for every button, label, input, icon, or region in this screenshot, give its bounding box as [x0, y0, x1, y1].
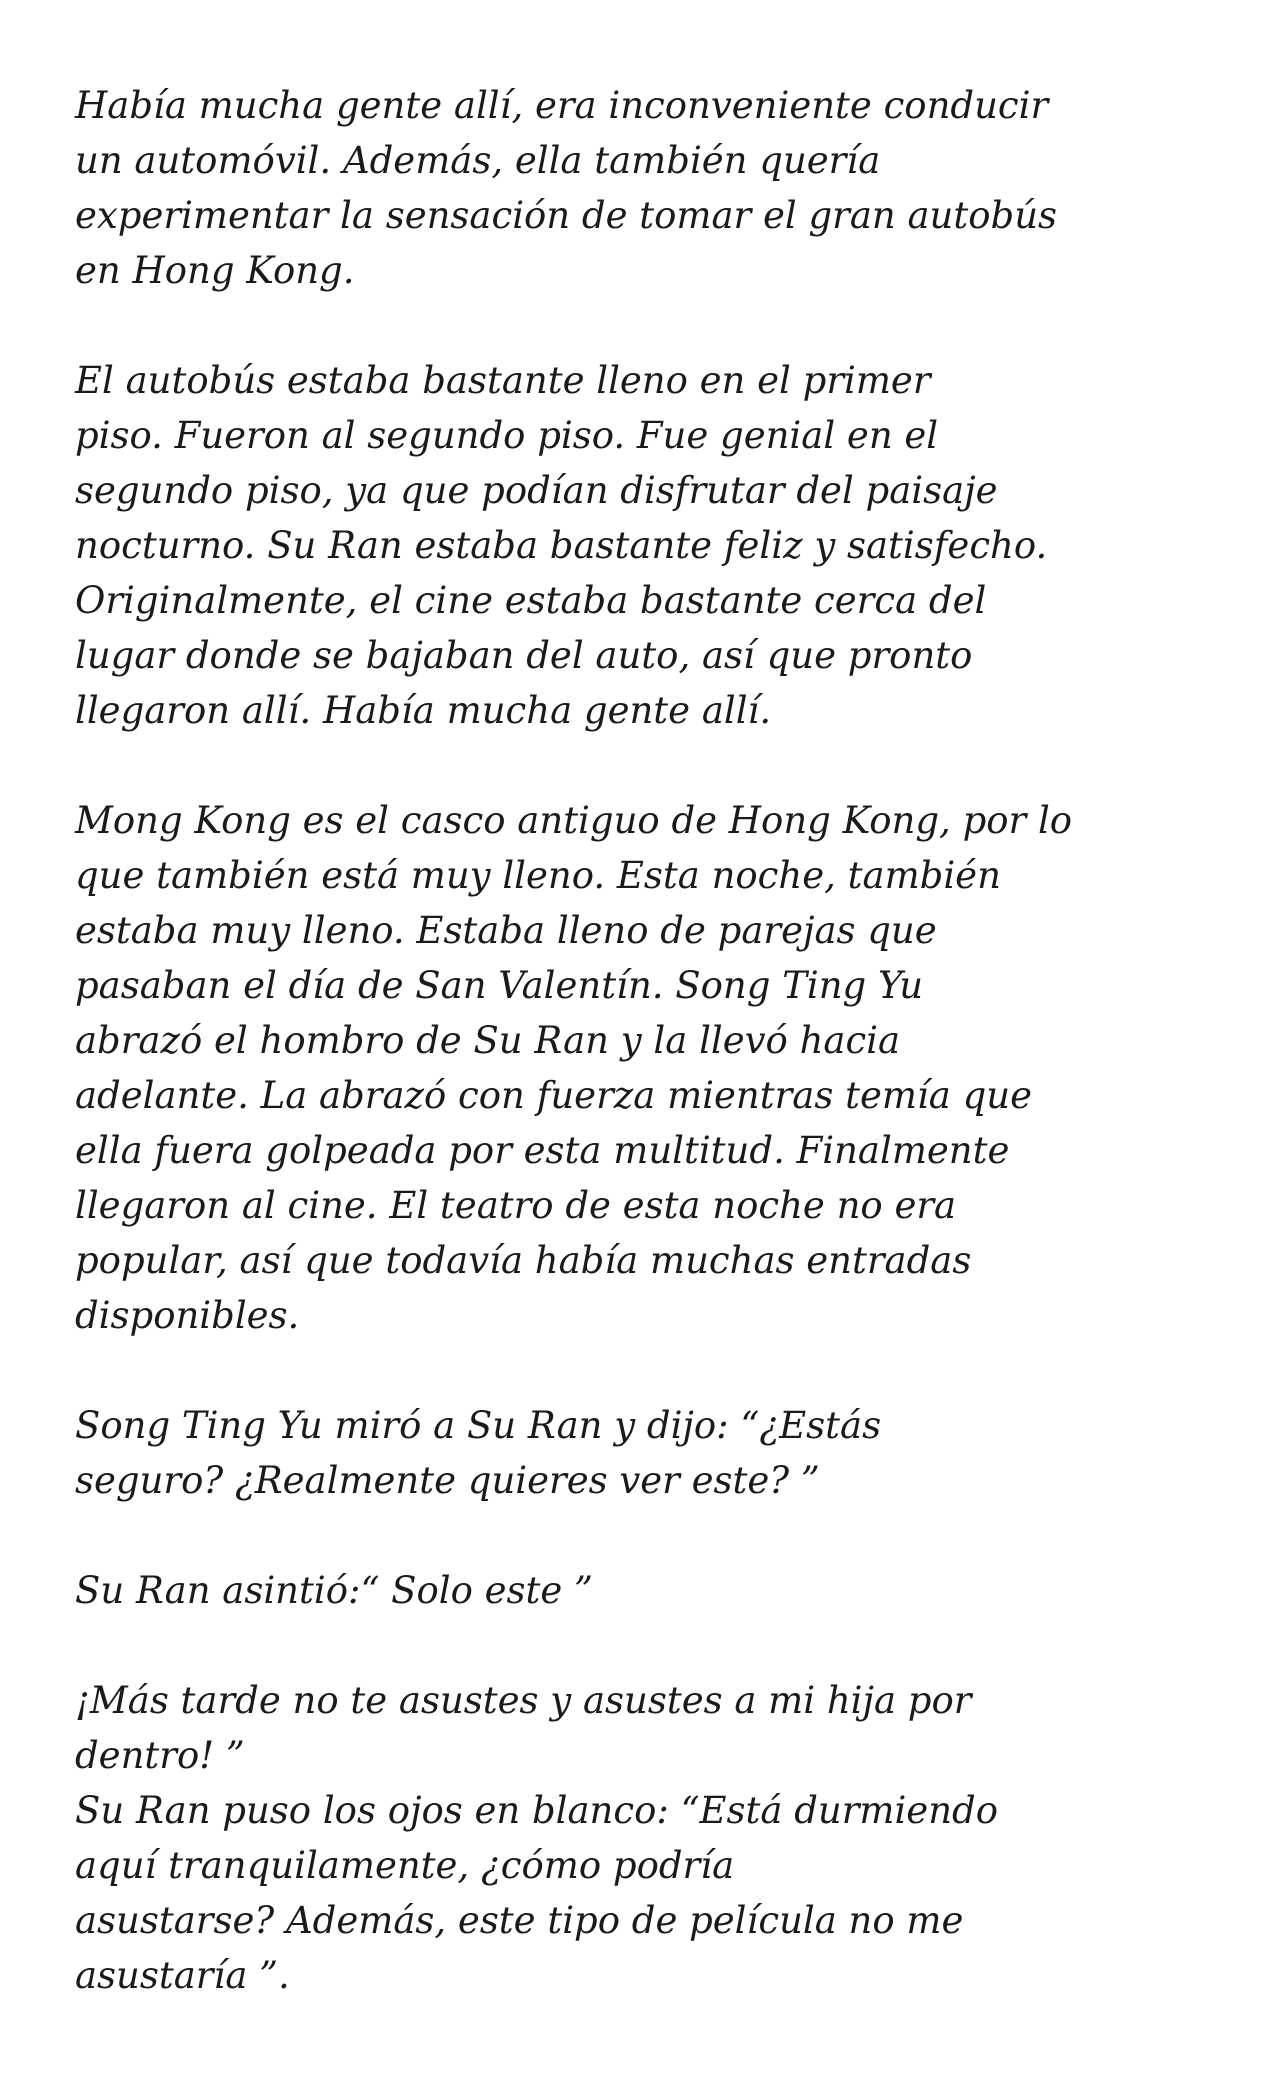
paragraph-spacer — [75, 1618, 1215, 1673]
text-line: ¡Más tarde no te asustes y asustes a mi hija por — [75, 1679, 972, 1722]
text-line: Había mucha gente allí, era inconveniente conducir — [75, 84, 1049, 127]
text-line: popular, así que todavía había muchas entradas — [75, 1239, 972, 1282]
text-line: asustaría ”. — [75, 1954, 290, 1997]
text-line: segundo piso, ya que podían disfrutar del paisaje — [75, 469, 998, 512]
text-line: dentro! ” — [75, 1734, 245, 1777]
text-line: Song Ting Yu miró a Su Ran y dijo: “¿Estás — [75, 1404, 882, 1447]
text-line: experimentar la sensación de tomar el gran autobús — [75, 194, 1058, 237]
paragraph-2 — [75, 353, 1215, 738]
text-line: Su Ran asintió:“ Solo este ” — [75, 1569, 593, 1612]
paragraph-spacer — [75, 298, 1215, 353]
text-line: abrazó el hombro de Su Ran y la llevó hacia — [75, 1019, 901, 1062]
text-line: disponibles. — [75, 1294, 300, 1337]
text-line: estaba muy lleno. Estaba lleno de parejas que — [75, 909, 937, 952]
text-line: llegaron allí. Había mucha gente allí. — [75, 689, 772, 732]
text-line: El autobús estaba bastante lleno en el primer — [75, 359, 931, 402]
text-line: lugar donde se bajaban del auto, así que pronto — [75, 634, 973, 677]
paragraph-spacer — [75, 1343, 1215, 1398]
story-text — [75, 78, 1215, 2003]
text-line: Mong Kong es el casco antiguo de Hong Kong, por lo — [75, 799, 1073, 842]
paragraph-3 — [75, 793, 1215, 1343]
text-line: llegaron al cine. El teatro de esta noche no era — [75, 1184, 957, 1227]
text-line: Su Ran puso los ojos en blanco: “Está durmiendo — [75, 1789, 998, 1832]
paragraph-1 — [75, 78, 1215, 298]
text-line: piso. Fueron al segundo piso. Fue genial en el — [75, 414, 939, 457]
text-line: asustarse? Además, este tipo de película no me — [75, 1899, 964, 1942]
text-line: un automóvil. Además, ella también quería — [75, 139, 881, 182]
text-line: en Hong Kong. — [75, 249, 355, 292]
text-line: pasaban el día de San Valentín. Song Ting Yu — [75, 964, 924, 1007]
paragraph-4 — [75, 1398, 1215, 1508]
text-line: seguro? ¿Realmente quieres ver este? ” — [75, 1459, 820, 1502]
paragraph-6 — [75, 1673, 1215, 2003]
text-line: que también está muy lleno. Esta noche, también — [75, 854, 1001, 897]
text-line: adelante. La abrazó con fuerza mientras temía que — [75, 1074, 1032, 1117]
text-line: aquí tranquilamente, ¿cómo podría — [75, 1844, 735, 1887]
paragraph-5 — [75, 1563, 1215, 1618]
text-line: Originalmente, el cine estaba bastante cerca del — [75, 579, 987, 622]
paragraph-spacer — [75, 738, 1215, 793]
text-line: ella fuera golpeada por esta multitud. Finalmente — [75, 1129, 1010, 1172]
text-line: nocturno. Su Ran estaba bastante feliz y satisfecho. — [75, 524, 1048, 567]
paragraph-spacer — [75, 1508, 1215, 1563]
